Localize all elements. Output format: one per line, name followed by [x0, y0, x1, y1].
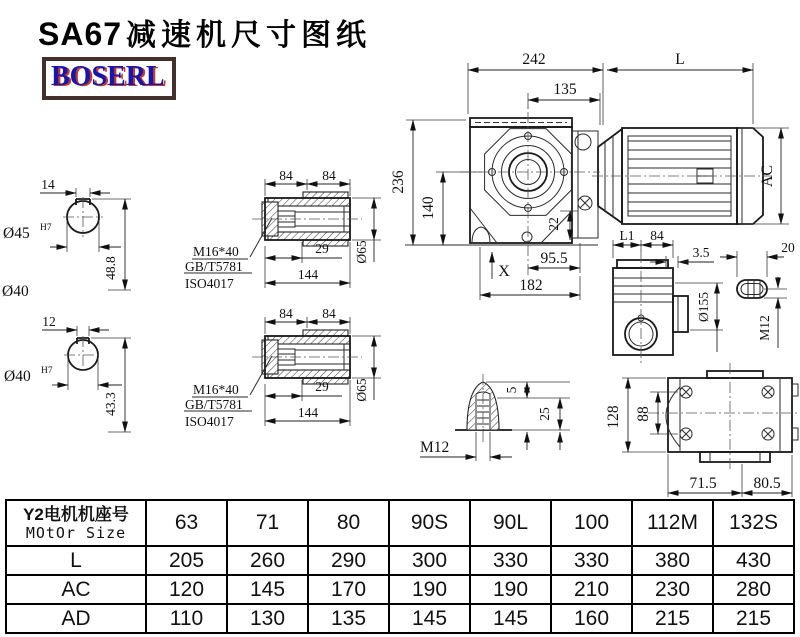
cell: 160: [551, 604, 632, 633]
shaft-bore-45-view: [3, 177, 131, 290]
cell: 90L: [470, 500, 551, 546]
plug-detail-view: [420, 374, 570, 461]
dim-144: 144: [297, 267, 319, 282]
cell: 215: [632, 604, 713, 633]
header-cell-motor-size: [6, 500, 146, 546]
hollow-shaft-section-lower: [184, 306, 381, 429]
dim-84-left: 84: [279, 168, 293, 183]
table-header-row: [6, 500, 794, 546]
cell: 330: [470, 546, 551, 575]
cell: 205: [146, 546, 227, 575]
dim-L1: L1: [619, 228, 635, 243]
cell: 170: [308, 575, 389, 604]
dim-84-right: 84: [322, 168, 336, 183]
dim-3-5: 3.5: [692, 245, 710, 260]
shaft-bore-40-view: [4, 314, 131, 432]
cell: 145: [470, 604, 551, 633]
bolt-spec: M16*40: [193, 244, 239, 259]
row-label: AC: [6, 575, 146, 604]
dim-20: 20: [781, 240, 795, 255]
dim-key-width-45: 14: [41, 177, 55, 192]
cell: 300: [389, 546, 470, 575]
cell: 190: [470, 575, 551, 604]
dim-128: 128: [605, 405, 622, 429]
hollow-shaft-section: [184, 168, 381, 291]
dim-bore-45-fit: H7: [40, 223, 52, 233]
dim-71-5: 71.5: [689, 475, 717, 492]
dim-dia-155: Ø155: [696, 292, 711, 322]
dim-X: X: [498, 263, 510, 280]
dim-95-5: 95.5: [540, 250, 568, 267]
dim-22: 22: [546, 217, 561, 231]
dim-140: 140: [420, 196, 437, 220]
dim-135: 135: [553, 81, 577, 98]
model-number: SA67: [38, 16, 123, 52]
cell: 63: [146, 500, 227, 546]
cell: 280: [713, 575, 794, 604]
motor-size-table: [5, 499, 795, 634]
dim-84-side: 84: [650, 228, 664, 243]
dim-236: 236: [390, 170, 407, 194]
cell: 90S: [389, 500, 470, 546]
dim-5: 5: [504, 386, 519, 394]
cell: 135: [308, 604, 389, 633]
title-chinese: 减速机尺寸图纸: [126, 19, 372, 52]
cell: 80: [308, 500, 389, 546]
dim-80-5: 80.5: [753, 475, 781, 492]
dim-key-width-40: 12: [42, 314, 56, 329]
cell: 71: [227, 500, 308, 546]
side-view: [613, 228, 795, 366]
cell: 120: [146, 575, 227, 604]
dim-182: 182: [519, 277, 543, 294]
brand-logo-text: BOSERL: [51, 61, 165, 92]
standard-gb: GB/T5781: [185, 259, 243, 274]
cell: 230: [632, 575, 713, 604]
cell: 260: [227, 546, 308, 575]
dim-M12-plug: M12: [420, 439, 450, 456]
dim-L: L: [675, 51, 685, 68]
dim-depth-43-3: 43.3: [103, 392, 118, 416]
cell: 100: [551, 500, 632, 546]
table-row-L: [6, 546, 794, 575]
table-row-AD: [6, 604, 794, 633]
cell: 145: [227, 575, 308, 604]
dim-25: 25: [537, 407, 552, 421]
cell: 210: [551, 575, 632, 604]
dim-M12-side: M12: [757, 315, 772, 341]
table-row-AC: [6, 575, 794, 604]
bottom-view: [605, 363, 800, 497]
standard-iso: ISO4017: [185, 276, 234, 291]
dim-dia-65: Ø65: [354, 240, 369, 264]
dim-29: 29: [315, 241, 329, 256]
dim-bore-40: Ø40: [4, 368, 31, 385]
header-motor-size-cn: Y2电机机座号: [23, 504, 129, 524]
shaft40-note: Ø40: [2, 283, 29, 300]
cell: 215: [713, 604, 794, 633]
cell: 110: [146, 604, 227, 633]
cell: 132S: [713, 500, 794, 546]
dim-depth-48-8: 48.8: [103, 256, 118, 280]
dim-AC: AC: [759, 164, 776, 188]
cell: 430: [713, 546, 794, 575]
dim-88: 88: [635, 406, 652, 422]
cell: 145: [389, 604, 470, 633]
row-label: L: [6, 546, 146, 575]
cell: 290: [308, 546, 389, 575]
row-label: AD: [6, 604, 146, 633]
cell: 330: [551, 546, 632, 575]
main-front-view: [390, 51, 789, 300]
cell: 112M: [632, 500, 713, 546]
header-motor-size-en: MOtOr Size: [25, 523, 127, 542]
cell: 130: [227, 604, 308, 633]
cell: 380: [632, 546, 713, 575]
cell: 190: [389, 575, 470, 604]
dim-bore-45: Ø45: [3, 225, 30, 242]
dim-242: 242: [522, 51, 546, 68]
dim-bore-40-fit: H7: [41, 366, 53, 376]
